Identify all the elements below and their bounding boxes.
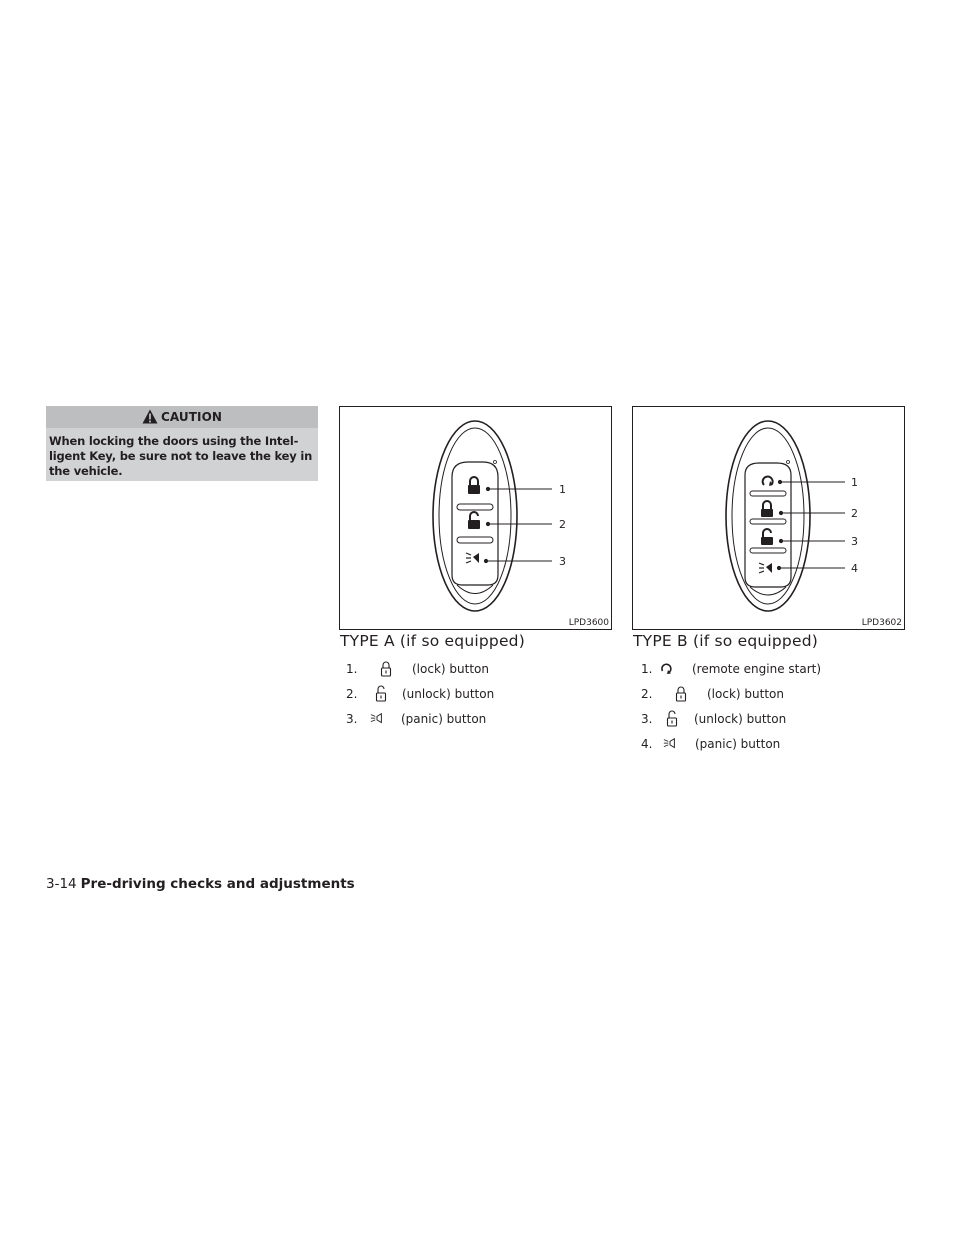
callout-number: 1 [559, 483, 566, 496]
item-number: 3. [346, 712, 358, 726]
item-number: 2. [346, 687, 358, 701]
page-footer [46, 876, 355, 892]
fob-b-lock-button [761, 501, 773, 517]
item-label: (remote engine start) [692, 662, 822, 676]
lock-icon [674, 685, 688, 703]
figure-id: LPD3600 [568, 618, 609, 628]
item-label: (lock) button [412, 662, 489, 676]
fob-b-panic-button [759, 563, 772, 573]
caution-box [46, 406, 318, 481]
item-number: 1. [641, 662, 653, 676]
caution-header [46, 406, 318, 428]
warning-icon [142, 409, 158, 424]
panic-icon [663, 735, 677, 753]
item-number: 1. [346, 662, 358, 676]
caution-line: the vehicle. [49, 464, 123, 478]
item-label: (lock) button [707, 687, 784, 701]
callout-number: 3 [559, 555, 566, 568]
item-label: (unlock) button [694, 712, 787, 726]
panic-icon [370, 710, 384, 728]
caution-line: When locking the doors using the Intel- [49, 434, 299, 448]
remote-start-icon [659, 660, 673, 678]
callout-number: 2 [559, 518, 566, 531]
item-label: (panic) button [401, 712, 487, 726]
caution-title: CAUTION [160, 409, 223, 424]
fob-a-unlock-button [468, 512, 480, 529]
fob-a-panic-button [466, 553, 479, 563]
key-fob-figure-type-b [632, 406, 905, 630]
callout-number: 3 [851, 535, 858, 548]
item-label: (unlock) button [402, 687, 495, 701]
callout-number: 2 [851, 507, 858, 520]
fob-b-remote-start-button [763, 477, 773, 486]
item-number: 3. [641, 712, 653, 726]
figure-id: LPD3602 [861, 618, 902, 628]
key-fob-type-b-illustration [633, 407, 906, 631]
callout-number: 4 [851, 562, 858, 575]
callout-number: 1 [851, 476, 858, 489]
item-number: 2. [641, 687, 653, 701]
lock-icon [379, 660, 393, 678]
item-number: 4. [641, 737, 653, 751]
unlock-icon [665, 710, 679, 728]
key-fob-type-a-illustration [340, 407, 613, 631]
type-a-heading: TYPE A (if so equipped) [340, 632, 525, 650]
page-number: 3-14 [46, 876, 77, 892]
section-title: Pre-driving checks and adjustments [80, 876, 355, 892]
type-b-heading: TYPE B (if so equipped) [633, 632, 818, 650]
key-fob-figure-type-a [339, 406, 612, 630]
fob-a-lock-button [468, 477, 480, 494]
item-label: (panic) button [695, 737, 781, 751]
caution-line: ligent Key, be sure not to leave the key in [49, 449, 313, 463]
caution-text [49, 434, 317, 479]
fob-b-unlock-button [761, 529, 773, 545]
unlock-icon [374, 685, 388, 703]
